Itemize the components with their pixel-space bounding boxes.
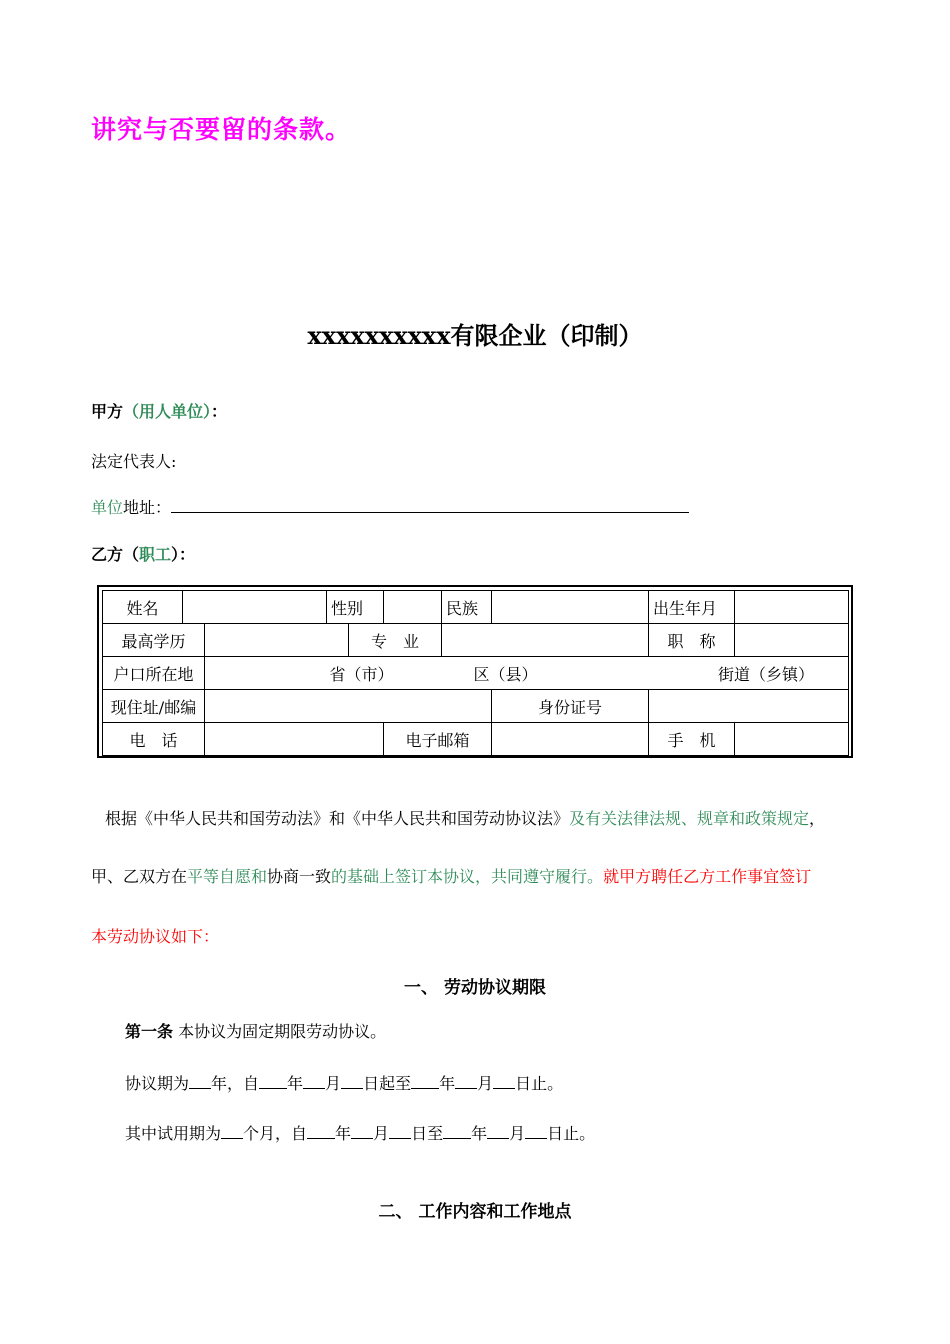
term-text: 日起至 [363,1074,412,1093]
table-cell: 手 机 [649,723,735,756]
table-row [103,657,849,690]
table-row [103,591,849,624]
party-b-paren-open: （ [123,545,140,564]
term-text: 年，自 [211,1074,260,1093]
blank-underline [307,1124,335,1139]
table-cell: 职 称 [649,624,735,657]
employee-info-table [102,590,849,756]
term-text: 日止。 [515,1074,564,1093]
probation-text: 月 [509,1124,526,1143]
intro-line-3: 本劳动协议如下： [91,927,220,946]
party-a-label: 甲方 [91,402,124,421]
probation-text: 日止。 [547,1124,596,1143]
table-row [103,690,849,723]
party-b-paren-close: ）： [171,545,196,564]
email-value [492,723,649,756]
blank-underline [341,1074,363,1089]
table-cell: 专 业 [349,624,442,657]
major-value [442,624,649,657]
gender-value [384,591,442,624]
intro-red-text: 就甲方聘任乙方工作事宜签订 [603,867,812,886]
table-row [103,723,849,756]
blank-underline [189,1074,211,1089]
party-a-paren: （用人单位） [123,402,212,421]
address-green: 单位 [91,498,124,517]
intro-text: 甲、乙双方在 [91,867,188,886]
table-cell: 出生年月 [649,591,735,624]
street-label: 街道（乡镇） [550,657,849,690]
blank-underline [303,1074,325,1089]
party-b-line [91,542,195,565]
probation-text: 年 [335,1124,352,1143]
district-label: 区（县） [406,657,550,690]
intro-line-2 [91,869,811,885]
blank-underline [351,1124,373,1139]
probation-text: 其中试用期为 [125,1124,222,1143]
probation-text: 年 [471,1124,488,1143]
address-underline [171,498,689,513]
article-1 [125,1024,386,1040]
blank-underline [455,1074,477,1089]
address-label: 地址： [123,498,172,517]
term-text: 年 [287,1074,304,1093]
party-b-label: 乙方 [91,545,124,564]
address-zip-value [205,690,492,723]
intro-green-text: 的基础上签订本协议，共同遵守履行。 [331,867,604,886]
address-line [91,495,689,518]
intro-green-text: 平等自愿和 [187,867,268,886]
intro-line-1 [105,811,825,827]
education-value [205,624,349,657]
article-1-label: 第一条 [125,1022,174,1041]
article-1-text: 本协议为固定期限劳动协议。 [173,1022,387,1041]
blank-underline [389,1124,411,1139]
table-cell: 姓名 [103,591,183,624]
table-cell: 最高学历 [103,624,205,657]
section-1-heading: 一、 劳动协议期限 [404,978,546,998]
intro-green-text: 及有关法律法规、规章和政策规定 [569,809,810,828]
province-label: 省（市） [205,657,406,690]
document-title: xxxxxxxxxx有限企业（印制） [307,321,643,350]
probation-line [125,1124,595,1142]
table-cell: 身份证号 [492,690,649,723]
probation-text: 日至 [411,1124,444,1143]
legal-representative-label: 法定代表人: [91,452,177,471]
table-cell: 现住址/邮编 [103,690,205,723]
table-cell: 民族 [442,591,492,624]
id-number-value [649,690,849,723]
blank-underline [525,1124,547,1139]
blank-underline [493,1074,515,1089]
blank-underline [221,1124,243,1139]
blank-underline [411,1074,439,1089]
party-a-colon: ： [211,402,228,421]
party-b-inner: 职工 [139,545,172,564]
title-value [735,624,849,657]
birth-value [735,591,849,624]
name-value [183,591,327,624]
term-text: 协议期为 [125,1074,190,1093]
probation-text: 个月，自 [243,1124,308,1143]
term-text: 年 [439,1074,456,1093]
section-2-heading: 二、 工作内容和工作地点 [378,1202,572,1222]
table-cell: 性别 [327,591,384,624]
table-cell: 电子邮箱 [384,723,492,756]
intro-text: 根据《中华人民共和国劳动法》和《中华人民共和国劳动协议法》 [105,809,570,828]
contract-term-line [125,1074,563,1092]
phone-value [205,723,384,756]
ethnicity-value [492,591,649,624]
table-row [103,624,849,657]
probation-text: 月 [373,1124,390,1143]
employee-info-table-frame [97,585,853,758]
note-heading: 讲究与否要留的条款。 [91,115,352,144]
mobile-value [735,723,849,756]
term-text: 月 [477,1074,494,1093]
blank-underline [259,1074,287,1089]
intro-text: 协商一致 [267,867,332,886]
term-text: 月 [325,1074,342,1093]
intro-text: ， [809,809,826,828]
table-cell: 户口所在地 [103,657,205,690]
table-cell: 电 话 [103,723,205,756]
blank-underline [443,1124,471,1139]
party-a-line [91,399,227,422]
blank-underline [487,1124,509,1139]
